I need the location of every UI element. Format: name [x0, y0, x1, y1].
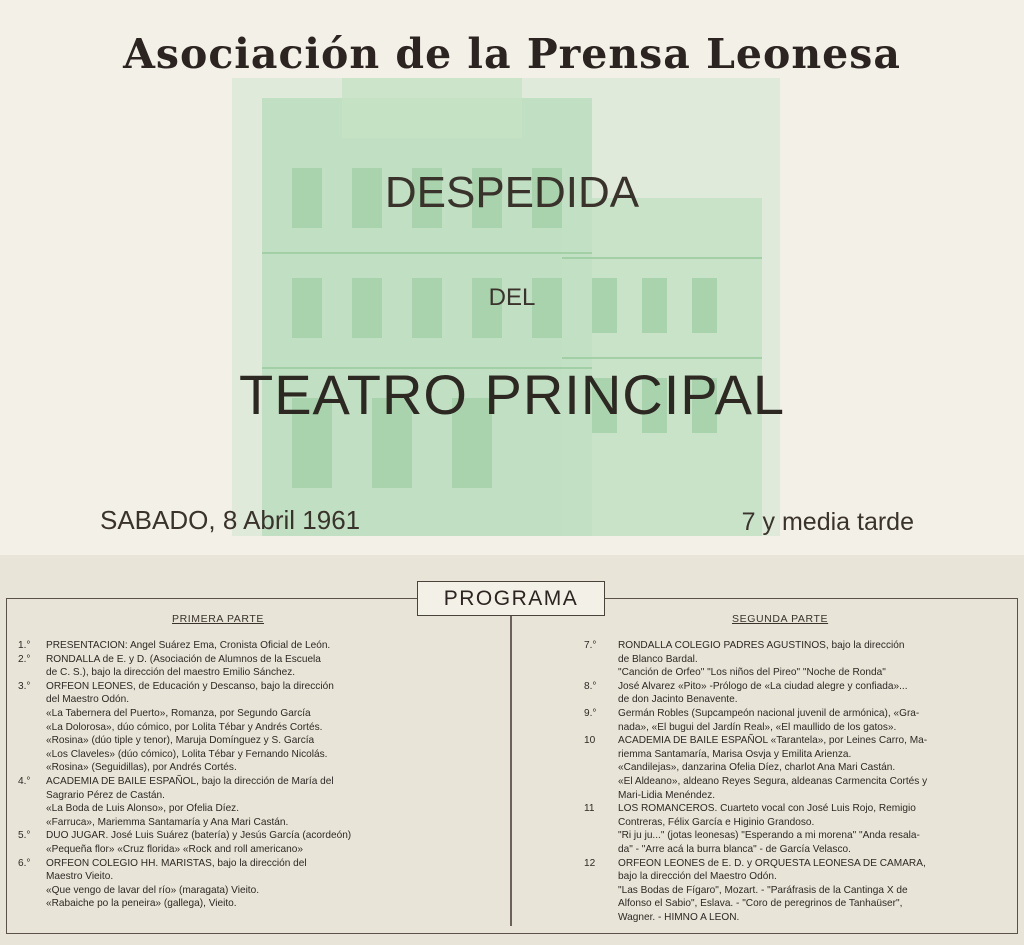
program-item-line: «Farruca», Mariemma Santamaría y Ana Mari Castán. [46, 816, 289, 828]
program-item-line: ORFEON COLEGIO HH. MARISTAS, bajo la dirección del [46, 857, 307, 869]
program-item-line: «Rosina» (dúo tiple y tenor), Maruja Domínguez y S. García [46, 735, 315, 747]
program-item-line: Wagner. - HIMNO A LEON. [618, 911, 740, 923]
program-item-line: «El Aldeano», aldeano Reyes Segura, aldeanas Carmencita Cortés y [618, 775, 928, 787]
program-item-line: Contreras, Félix García e Higinio Grandoso. [618, 816, 815, 828]
teatro-principal-heading: TEATRO PRINCIPAL [238, 363, 785, 426]
program-item-line: Mari-Lidia Menéndez. [618, 789, 716, 801]
program-item-line: «Rabaiche po la peneira» (gallega), Vieito. [46, 898, 237, 910]
event-date: SABADO, 8 Abril 1961 [100, 505, 361, 535]
program-item [18, 775, 454, 829]
program-item-line: de don Jacinto Benavente. [618, 694, 738, 706]
program-item-line: de Blanco Bardal. [618, 653, 698, 665]
program-item-line: "Ri ju ju..." (jotas leonesas) "Esperando a mi morena" "Anda resala- [618, 830, 920, 842]
program-item-text [46, 680, 454, 775]
program-item-line: bajo la dirección del Maestro Odón. [618, 871, 777, 883]
program-item-line: «Pequeña flor» «Cruz florida» «Rock and roll americano» [46, 843, 303, 855]
programa-title: PROGRAMA [417, 581, 605, 616]
program-item [584, 707, 1006, 734]
program-item-text [46, 857, 454, 911]
program-item-line: da" - "Arre acá la burra blanca" - de García Velasco. [618, 843, 851, 855]
program-item-line: riemma Santamaría, Marisa Osvja y Emilita Arienza. [618, 748, 852, 760]
program-item-number: 5.° [18, 830, 31, 842]
column-divider [510, 608, 512, 926]
program-item-text [618, 802, 1006, 856]
program-item-line: LOS ROMANCEROS. Cuarteto vocal con José Luis Rojo, Remigio [618, 803, 916, 815]
program-item-line: ACADEMIA DE BAILE ESPAÑOL «Tarantela», por Leines Carro, Ma- [618, 735, 928, 747]
program-item-number: 6.° [18, 857, 31, 869]
program-item [584, 639, 1006, 680]
program-item [18, 857, 454, 911]
program-item-text [46, 775, 454, 829]
program-item-number: 10 [584, 735, 596, 747]
primera-parte-heading: PRIMERA PARTE [172, 613, 265, 625]
program-item-number: 3.° [18, 680, 31, 692]
program-item-line: RONDALLA de E. y D. (Asociación de Alumnos de la Escuela [46, 653, 321, 665]
program-item-line: Maestro Vieito. [46, 871, 114, 883]
program-item-line: nada», «El bugui del Jardín Real», «El maullido de los gatos». [618, 721, 897, 733]
segunda-parte-heading: SEGUNDA PARTE [732, 613, 829, 625]
program-item-text [46, 829, 454, 856]
primera-parte-list [18, 639, 454, 911]
program-item-text [618, 639, 1006, 680]
program-item-text [618, 680, 1006, 707]
program-item [584, 680, 1006, 707]
program-item-text [618, 734, 1006, 802]
program-item [18, 639, 454, 653]
program-item-line: ACADEMIA DE BAILE ESPAÑOL, bajo la dirección de María del [46, 775, 334, 787]
del-heading: DEL [488, 284, 536, 311]
event-time: 7 y media tarde [741, 508, 914, 536]
program-item-number: 1.° [18, 640, 31, 651]
program-item-text [46, 639, 454, 653]
program-item-text [46, 653, 454, 680]
program-item-line: "Canción de Orfeo" "Los niños del Pireo" "Noche de Ronda" [618, 667, 886, 679]
despedida-heading: DESPEDIDA [384, 168, 640, 217]
segunda-parte-list [584, 639, 1006, 924]
program-item-line: "Las Bodas de Fígaro", Mozart. - "Paráfrasis de la Cantinga X de [618, 884, 908, 896]
program-item [584, 802, 1006, 856]
program-item-line: del Maestro Odón. [46, 694, 130, 706]
program-item-line: PRESENTACION: Angel Suárez Ema, Cronista Oficial de León. [46, 640, 331, 651]
program-item [18, 680, 454, 775]
program-item [584, 857, 1006, 925]
program-item-number: 11 [584, 803, 595, 815]
program-item-number: 8.° [584, 680, 597, 692]
program-item-line: de C. S.), bajo la dirección del maestro Emilio Sánchez. [46, 667, 296, 679]
program-item-number: 7.° [584, 640, 597, 651]
program-item-line: «Que vengo de lavar del río» (maragata) Vieito. [46, 884, 260, 896]
program-item-line: ORFEON LEONES, de Educación y Descanso, bajo la dirección [46, 680, 334, 692]
program-item-line: ORFEON LEONES de E. D. y ORQUESTA LEONESA DE CAMARA, [618, 857, 926, 869]
program-item-line: José Alvarez «Pito» -Prólogo de «La ciudad alegre y confiada»... [618, 680, 908, 692]
program-item-line: DUO JUGAR. José Luis Suárez (batería) y Jesús García (acordeón) [46, 830, 352, 842]
program-item [18, 829, 454, 856]
program-item-number: 9.° [584, 707, 597, 719]
program-item-number: 12 [584, 857, 596, 869]
program-item-text [618, 857, 1006, 925]
program-item-line: «La Boda de Luis Alonso», por Ofelia Díez. [46, 803, 240, 815]
program-item-number: 4.° [18, 775, 31, 787]
program-item-line: «La Dolorosa», dúo cómico, por Lolita Tébar y Andrés Cortés. [46, 721, 323, 733]
program-item [18, 653, 454, 680]
program-item-line: Alfonso el Sabio", Eslava. - "Coro de peregrinos de Tanhaüser", [618, 898, 903, 910]
program-item-line: «Los Claveles» (dúo cómico), Lolita Tébar y Fernando Nicolás. [46, 748, 328, 760]
program-item-number: 2.° [18, 653, 31, 665]
program-item [584, 734, 1006, 802]
association-title: Asociación de la Prensa Leonesa [123, 30, 901, 78]
program-item-text [618, 707, 1006, 734]
program-item-line: Germán Robles (Supcampeón nacional juvenil de armónica), «Gra- [618, 707, 920, 719]
program-item-line: Sagrario Pérez de Castán. [46, 789, 165, 801]
program-item-line: «Rosina» (Seguidillas), por Andrés Cortés. [46, 762, 237, 774]
program-item-line: «Candilejas», danzarina Ofelia Díez, charlot Ana Mari Castán. [618, 762, 896, 774]
program-item-line: «La Tabernera del Puerto», Romanza, por Segundo García [46, 707, 311, 719]
program-item-line: RONDALLA COLEGIO PADRES AGUSTINOS, bajo la dirección [618, 640, 905, 651]
